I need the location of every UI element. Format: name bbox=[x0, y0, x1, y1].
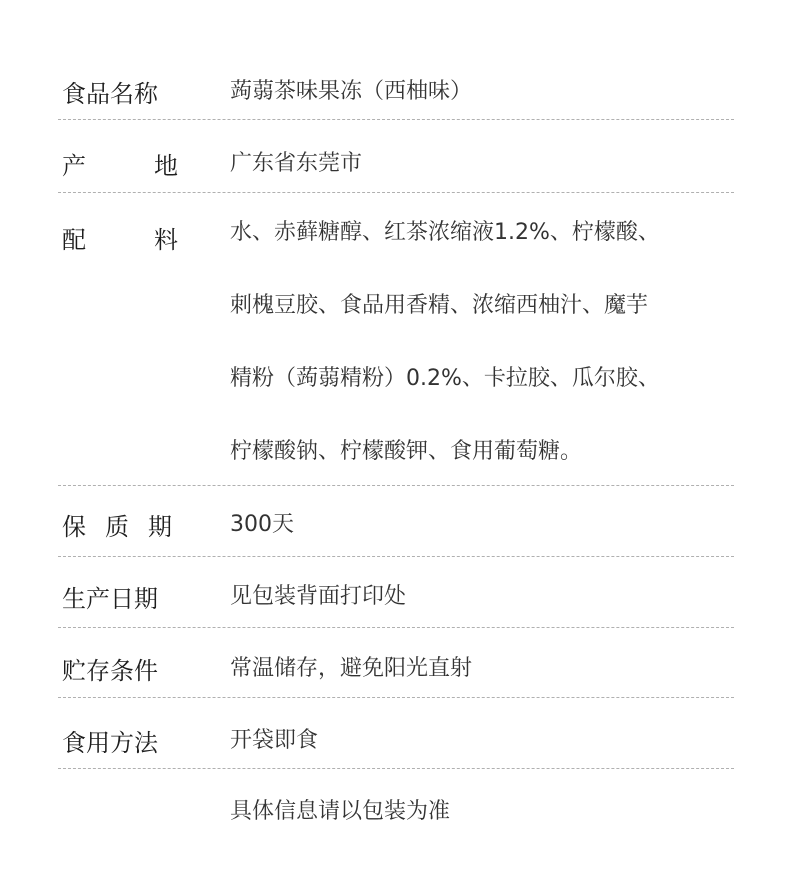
ingredients-value bbox=[230, 196, 660, 488]
product-name-value: 蒟蒻茶味果冻（西柚味） bbox=[230, 79, 473, 104]
usage-label: 食用方法 bbox=[62, 729, 158, 757]
ingredients-line: 精粉（蒟蒻精粉）0.2%、卡拉胶、瓜尔胶、 bbox=[230, 366, 660, 391]
production-date-label: 生产日期 bbox=[62, 585, 158, 613]
divider bbox=[58, 697, 734, 698]
note-value: 具体信息请以包装为准 bbox=[230, 799, 451, 824]
ingredients-label bbox=[62, 220, 178, 255]
shelf-life-label-char: 期 bbox=[148, 513, 172, 541]
shelf-life-label-char: 保 bbox=[62, 513, 86, 541]
origin-label-char: 产 bbox=[62, 152, 86, 180]
ingredients-line: 柠檬酸钠、柠檬酸钾、食用葡萄糖。 bbox=[230, 439, 583, 464]
divider bbox=[58, 119, 734, 120]
origin-value: 广东省东莞市 bbox=[230, 151, 363, 176]
ingredients-label-char: 配 bbox=[62, 226, 86, 254]
divider bbox=[58, 192, 734, 193]
divider bbox=[58, 627, 734, 628]
ingredients-line: 刺槐豆胶、食品用香精、浓缩西柚汁、魔芋 bbox=[230, 293, 649, 318]
divider bbox=[58, 768, 734, 769]
ingredients-line: 水、赤藓糖醇、红茶浓缩液1.2%、柠檬酸、 bbox=[230, 220, 660, 245]
origin-label bbox=[62, 146, 178, 181]
usage-value: 开袋即食 bbox=[230, 728, 319, 753]
divider bbox=[58, 485, 734, 486]
ingredients-label-char: 料 bbox=[154, 226, 178, 254]
production-date-value: 见包装背面打印处 bbox=[230, 584, 407, 609]
divider bbox=[58, 556, 734, 557]
storage-value: 常温储存，避免阳光直射 bbox=[230, 656, 473, 681]
origin-label-char: 地 bbox=[154, 152, 178, 180]
shelf-life-label-char: 质 bbox=[105, 513, 129, 541]
shelf-life-label bbox=[62, 507, 172, 542]
product-name-label: 食品名称 bbox=[62, 80, 158, 108]
shelf-life-value: 300天 bbox=[230, 512, 294, 537]
storage-label: 贮存条件 bbox=[62, 657, 158, 685]
